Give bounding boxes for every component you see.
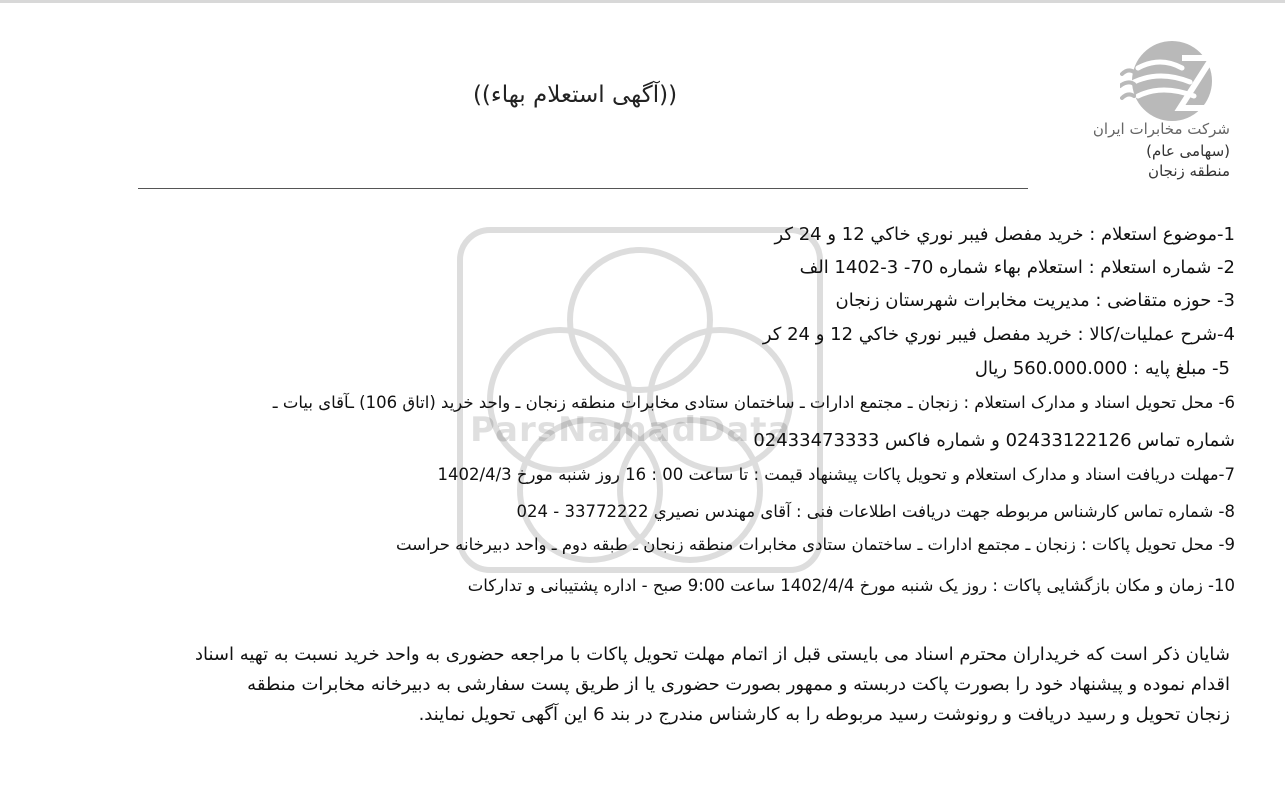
watermark-text: ParsNamadData	[470, 410, 792, 450]
item-base-amount: 5- مبلغ پایه : 560.000.000 ریال	[974, 358, 1230, 379]
top-rule	[0, 0, 1285, 3]
organization-logo	[1090, 38, 1230, 188]
item-expert-contact: 8- شماره تماس کارشناس مربوطه جهت دریافت اطلاعات فنی : آقای مهندس نصیري 33772222 - 024	[516, 502, 1235, 521]
item-inquiry-number: 2- شماره استعلام : استعلام بهاء شماره 70- 3-1402 الف	[799, 257, 1235, 278]
item-envelope-delivery: 9- محل تحویل پاکات : زنجان ـ مجتمع ادارات ـ ساختمان ستادی مخابرات منطقه زنجان ـ طبقه دوم ـ واحد دبیرخانه حراست	[395, 535, 1235, 554]
page-title: ((آگهی استعلام بهاء))	[472, 82, 678, 108]
tci-logo-icon	[1120, 38, 1220, 124]
note-paragraph	[40, 640, 1230, 730]
title-divider	[138, 188, 1028, 189]
note-line: زنجان تحویل و رسید دریافت و رونوشت رسید مربوطه را به کارشناس مندرج در بند 6 این آگهی تحویل نمایند.	[418, 704, 1230, 725]
note-line: شایان ذکر است که خریداران محترم اسناد می بایستی قبل از اتمام مهلت تحویل پاکات با مراجعه حضوری به واحد خرید نسبت به تهیه اسناد	[194, 644, 1230, 665]
organization-type: (سهامی عام)	[1146, 142, 1230, 160]
item-delivery-location: 6- محل تحویل اسناد و مدارک استعلام : زنجان ـ مجتمع ادارات ـ ساختمان ستادی مخابرات منطقه زنجان ـ واحد خرید (اتاق 106) ـآقای بیات ـ	[272, 393, 1235, 412]
item-deadline: 7-مهلت دریافت اسناد و مدارک استعلام و تحویل پاکات پیشنهاد قیمت : تا ساعت 00 : 16 روز شنبه مورخ 1402/4/3	[437, 465, 1235, 484]
item-applicant: 3- حوزه متقاضی : مدیریت مخابرات شهرستان زنجان	[835, 290, 1235, 311]
organization-region: منطقه زنجان	[1148, 162, 1230, 180]
note-line: اقدام نموده و پیشنهاد خود را بصورت پاکت دربسته و ممهور بصورت حضوری یا از طریق پست سفارشی به دبیرخانه مخابرات منطقه	[247, 674, 1230, 695]
item-subject: 1-موضوع استعلام : خريد مفصل فيبر نوري خاكي 12 و 24 كر	[774, 224, 1235, 245]
item-contact-numbers: شماره تماس 02433122126 و شماره فاکس 02433473333	[753, 430, 1235, 451]
organization-name: شرکت مخابرات ایران	[1092, 120, 1230, 138]
item-description: 4-شرح عملیات/کالا : خريد مفصل فيبر نوري خاكي 12 و 24 كر	[762, 324, 1235, 345]
item-opening-time: 10- زمان و مکان بازگشایی پاکات : روز یک شنبه مورخ 1402/4/4 ساعت 9:00 صبح - اداره پشتیبانی و تدارکات	[467, 576, 1235, 595]
